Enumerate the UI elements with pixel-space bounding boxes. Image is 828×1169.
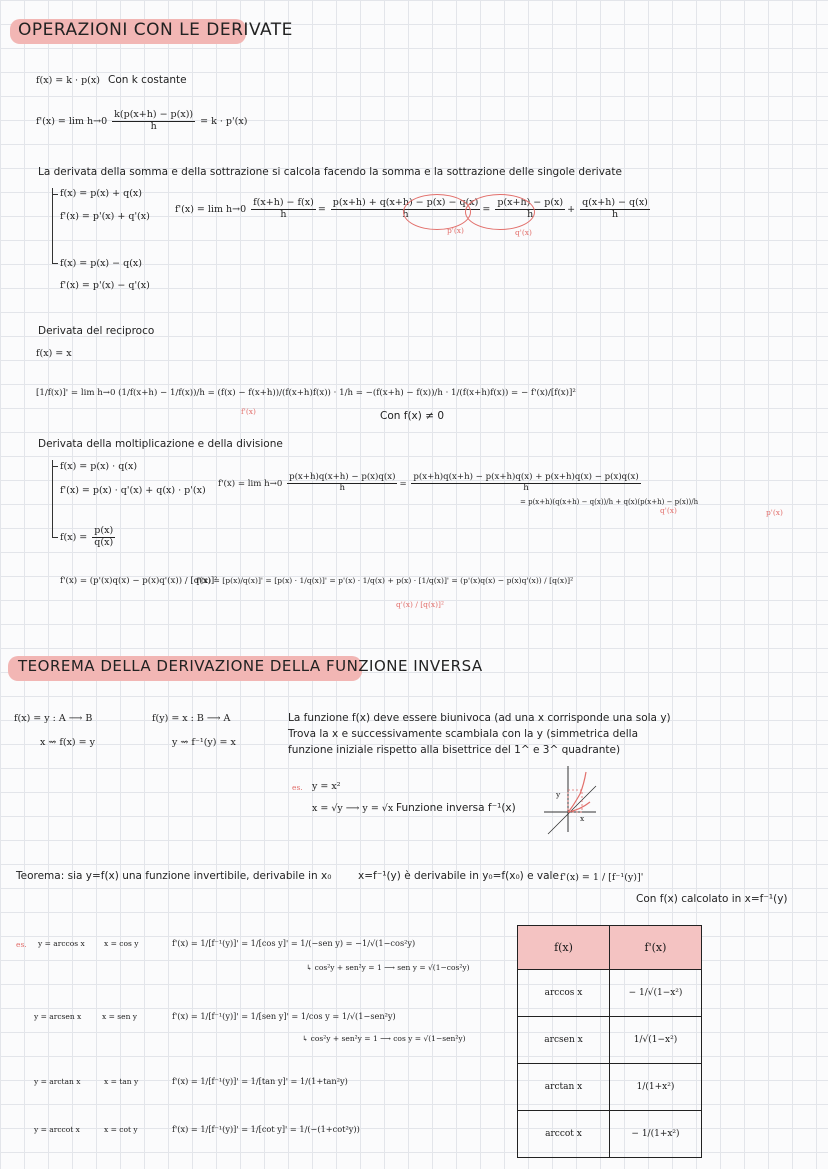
- const-label: Con k costante: [108, 74, 187, 86]
- derivative-table: [517, 925, 702, 1158]
- sum-frac4-den: h: [611, 208, 619, 220]
- graph-y-label: y: [556, 790, 561, 799]
- es-text: Funzione inversa f⁻¹(x): [396, 802, 516, 814]
- recip-title: Derivata del reciproco: [38, 325, 155, 337]
- table-row: [518, 970, 702, 1017]
- mult-note-1: q'(x): [660, 506, 677, 515]
- explain-3: funzione iniziale rispetto alla bisettrice del 1^ e 3^ quadrante): [288, 744, 621, 756]
- example-formula: f'(x) = 1/[f⁻¹(y)]' = 1/[cos y]' = 1/(−sen y) = −1/√(1−cos²y): [172, 938, 416, 948]
- example-note: ↳ cos²y + sen²y = 1 ⟶ cos y = √(1−sen²y): [302, 1034, 466, 1043]
- map1: f(x) = y : A ⟶ B: [14, 713, 93, 724]
- table-cell: 1/(1+x²): [610, 1064, 702, 1111]
- div-num: p(x): [94, 525, 114, 536]
- table-head-cell: f(x): [518, 926, 610, 970]
- example-inv: x = cot y: [104, 1125, 138, 1134]
- theorem-text-2: x=f⁻¹(y) è derivabile in y₀=f(x₀) e vale: [358, 870, 559, 882]
- const-num: k(p(x+h) − p(x)): [114, 109, 194, 120]
- table-cell: 1/√(1−x²): [610, 1017, 702, 1064]
- mult-note-2: p'(x): [766, 508, 783, 517]
- const-den: h: [150, 120, 157, 132]
- sum-frac3-den: h: [527, 208, 534, 220]
- theorem-text: Teorema: sia y=f(x) una funzione invertibile, derivabile in x₀: [16, 870, 332, 882]
- recip-note: f'(x): [241, 407, 256, 416]
- table-cell: arctan x: [518, 1064, 610, 1111]
- example-inv: x = sen y: [102, 1012, 138, 1021]
- mult-frac2-den: h: [523, 482, 529, 493]
- diff-derivative: f'(x) = p'(x) − q'(x): [60, 280, 150, 291]
- mult-tail: = p(x+h)(q(x+h) − q(x))/h + q(x)(p(x+h) − p(x))/h: [520, 498, 699, 506]
- example-fn: y = arccot x: [34, 1125, 80, 1134]
- recip-function: f(x) = x: [36, 348, 72, 359]
- sum-frac2-den: h: [402, 208, 409, 220]
- explain-2: Trova la x e successivamente scambiala con la y (simmetrica della: [288, 728, 639, 740]
- div-derivative: f'(x) = (p'(x)q(x) − p(x)q'(x)) / [q(x)]²: [60, 576, 218, 586]
- table-head-cell: f'(x): [610, 926, 702, 970]
- example-fn: y = arccos x: [38, 939, 85, 948]
- recip-formula: [1/f(x)]' = lim h→0 (1/f(x+h) − 1/f(x))/h = (f(x) − f(x+h))/(f(x+h)f(x)) · 1/h = −(f(x+h) − f(x))/h · 1/(f(x+h)f(x)) = − f'(x)/[f(x)]²: [36, 388, 576, 398]
- explain-1: La funzione f(x) deve essere biunivoca (ad una x corrisponde una sola y): [288, 712, 671, 724]
- sum-circle-1: [403, 194, 471, 230]
- es-function: y = x²: [312, 781, 341, 792]
- map2: f(y) = x : B ⟶ A: [152, 713, 231, 724]
- inverse-graph: [540, 762, 600, 840]
- const-rhs: = k · p'(x): [200, 115, 248, 127]
- diff-function: f(x) = p(x) − q(x): [60, 258, 142, 269]
- sum-intro: La derivata della somma e della sottrazione si calcola facendo la somma e la sottrazione delle singole derivate: [38, 166, 622, 178]
- section2-title: TEOREMA DELLA DERIVAZIONE DELLA FUNZIONE INVERSA: [18, 657, 483, 675]
- div-den: q(x): [94, 536, 114, 548]
- graph-x-label: x: [580, 814, 585, 823]
- es-label: es.: [292, 783, 303, 792]
- table-cell: − 1/(1+x²): [610, 1111, 702, 1158]
- example-formula: f'(x) = 1/[f⁻¹(y)]' = 1/[sen y]' = 1/cos y = 1/√(1−sen²y): [172, 1011, 396, 1021]
- sum-frac4-num: q(x+h) − q(x): [582, 197, 648, 208]
- sum-circle-2: [465, 194, 535, 230]
- sum-note-1: p'(x): [447, 226, 464, 235]
- example-inv: x = cos y: [104, 939, 139, 948]
- mult-frac2-num: p(x+h)q(x+h) − p(x+h)q(x) + p(x+h)q(x) − p(x)q(x): [413, 472, 639, 482]
- div-proof: f'(x) = [p(x)/q(x)]' = [p(x) · 1/q(x)]' = p'(x) · 1/q(x) + p(x) · [1/q(x)]' = (p'(x)q(x) − p(x)q'(x)) / [q(x)]²: [196, 576, 574, 585]
- mult-derivative: f'(x) = p(x) · q'(x) + q(x) · p'(x): [60, 485, 206, 496]
- table-row: [518, 1017, 702, 1064]
- theorem-note: Con f(x) calcolato in x=f⁻¹(y): [636, 893, 788, 905]
- example-label: es.: [16, 940, 27, 949]
- mult-lhs: f'(x) = lim h→0: [218, 478, 283, 489]
- sum-derivative: f'(x) = p'(x) + q'(x): [60, 211, 150, 222]
- map1b: x ⇝ f(x) = y: [40, 737, 96, 748]
- sum-frac1-num: f(x+h) − f(x): [253, 197, 314, 208]
- example-formula: f'(x) = 1/[f⁻¹(y)]' = 1/[tan y]' = 1/(1+tan²y): [172, 1076, 348, 1086]
- sum-note-2: q'(x): [515, 228, 532, 237]
- sum-brace: [52, 188, 53, 264]
- const-lhs: f'(x) = lim h→0: [36, 115, 108, 127]
- sum-formula: f'(x) = lim h→0 $\frac{f(x+h) - f(x)}{h}$ = $\frac{p(x+h) + q(x+h) - p(x) - q(x)}{h}$ = $\frac{p(x+h) - p(x)}{h}$ + $\frac{q(x+h) - q(x)}{h}$: [175, 197, 648, 220]
- example-fn: y = arcsen x: [34, 1012, 82, 1021]
- const-function: f(x) = k · p(x): [36, 75, 100, 86]
- sum-lhs: f'(x) = lim h→0: [175, 203, 247, 215]
- theorem-formula: f'(x) = 1 / [f⁻¹(y)]': [560, 872, 644, 883]
- mult-frac1-den: h: [339, 482, 346, 493]
- table-row: [518, 1064, 702, 1111]
- sum-frac1-den: h: [280, 208, 287, 220]
- recip-condition: Con f(x) ≠ 0: [380, 410, 445, 422]
- section-title: OPERAZIONI CON LE DERIVATE: [18, 20, 293, 40]
- mult-brace: [52, 460, 53, 538]
- example-fn: y = arctan x: [34, 1077, 81, 1086]
- mult-frac1-num: p(x+h)q(x+h) − p(x)q(x): [289, 472, 396, 482]
- sum-function: f(x) = p(x) + q(x): [60, 188, 142, 199]
- example-note: ↳ cos²y + sen²y = 1 ⟶ sen y = √(1−cos²y): [306, 963, 470, 972]
- div-function: f(x) = $\frac{p(x)}{q(x)}$: [60, 525, 114, 548]
- table-header: [518, 926, 702, 970]
- mult-title: Derivata della moltiplicazione e della divisione: [38, 438, 283, 450]
- mult-function: f(x) = p(x) · q(x): [60, 461, 138, 472]
- es-inverse: x = √y ⟶ y = √x: [312, 803, 394, 814]
- table-row: [518, 1111, 702, 1158]
- table-cell: − 1/√(1−x²): [610, 970, 702, 1017]
- table-cell: arcsen x: [518, 1017, 610, 1064]
- table-cell: arccos x: [518, 970, 610, 1017]
- table-cell: arccot x: [518, 1111, 610, 1158]
- example-formula: f'(x) = 1/[f⁻¹(y)]' = 1/[cot y]' = 1/(−(1+cot²y)): [172, 1124, 360, 1134]
- sum-frac3-num: p(x+h) − p(x): [497, 197, 564, 208]
- sum-frac2-num: p(x+h) + q(x+h) − p(x) − q(x): [332, 197, 479, 208]
- div-note: q'(x) / [q(x)]²: [396, 600, 444, 609]
- mult-formula: f'(x) = lim h→0 $\frac{p(x+h)q(x+h) - p(x)q(x)}{h}$ = $\frac{p(x+h)q(x+h) - p(x+h)q(x) + p(x+h)q(x) - p(x)q(x)}{h}$: [218, 472, 639, 493]
- map2b: y ⇝ f⁻¹(y) = x: [172, 737, 236, 748]
- example-inv: x = tan y: [104, 1077, 139, 1086]
- const-derivative: [36, 110, 247, 133]
